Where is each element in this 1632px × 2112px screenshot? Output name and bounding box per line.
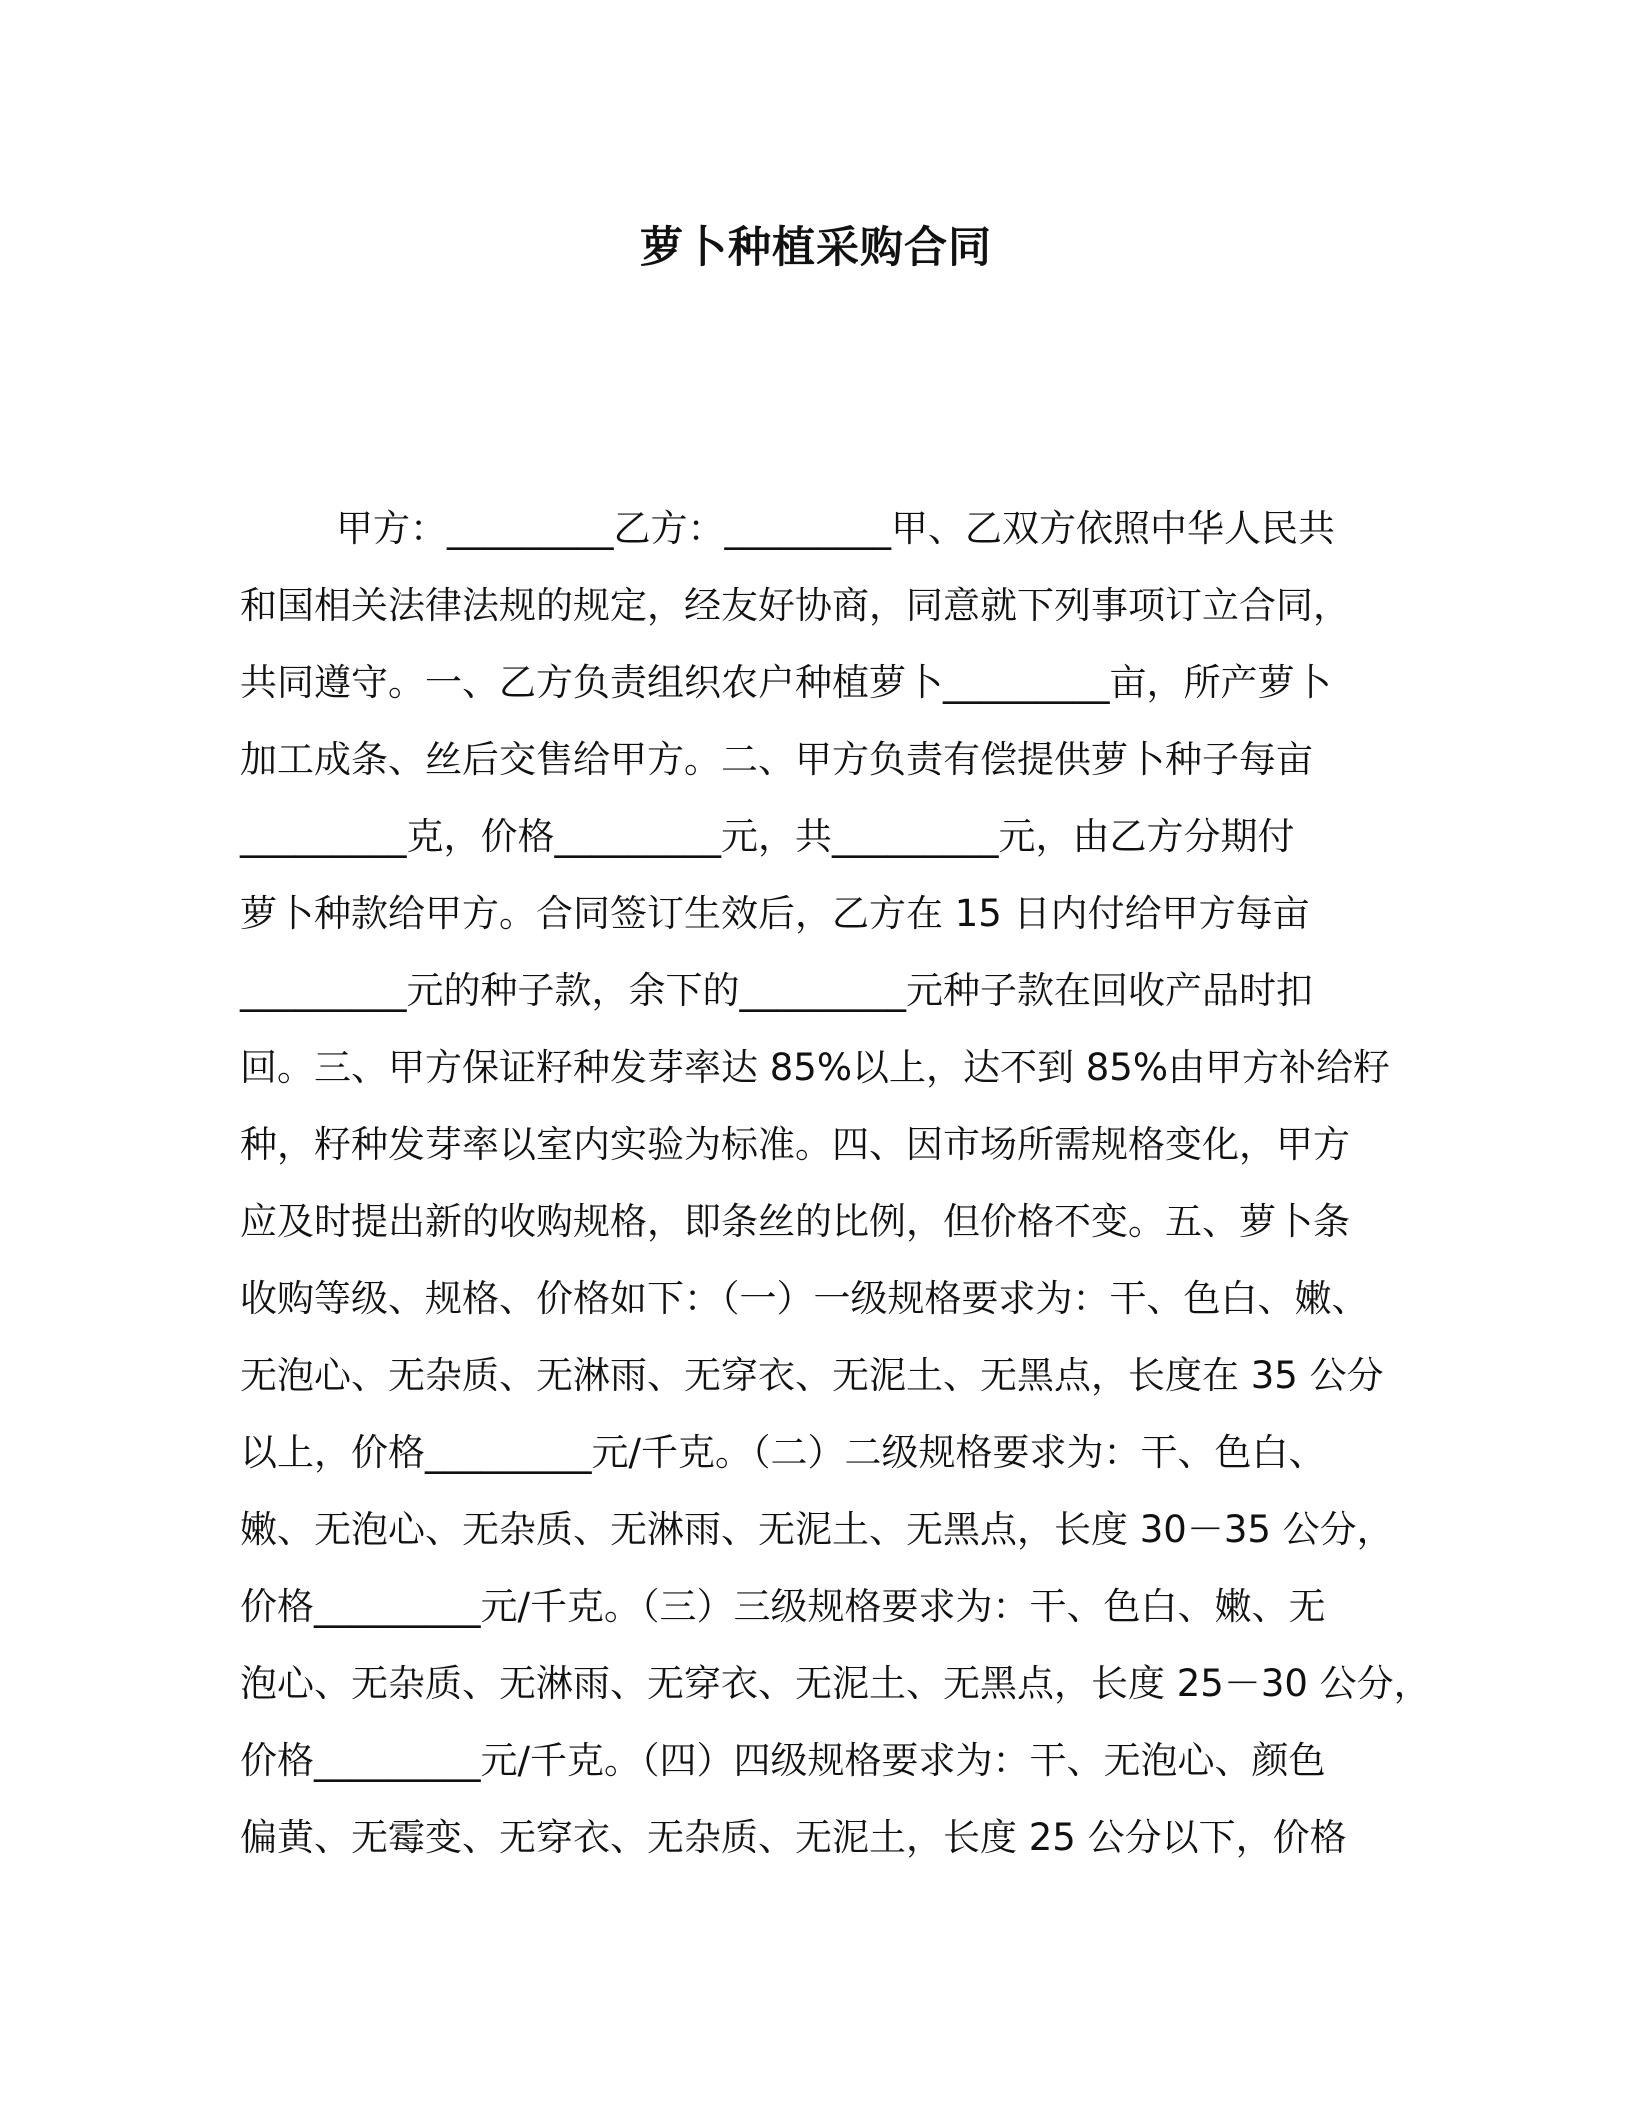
body-line: 种，籽种发芽率以室内实验为标准。四、因市场所需规格变化，甲方 <box>240 1123 1350 1166</box>
body-line: 加工成条、丝后交售给甲方。二、甲方负责有偿提供萝卜种子每亩 <box>240 738 1313 781</box>
body-line: 共同遵守。一、乙方负责组织农户种植萝卜_________亩，所产萝卜 <box>240 661 1332 704</box>
body-line: 价格_________元/千克。（三）三级规格要求为：干、色白、嫩、无 <box>240 1585 1326 1628</box>
body-line: 回。三、甲方保证籽种发芽率达 85%以上，达不到 85%由甲方补给籽 <box>240 1046 1390 1089</box>
body-line: _________元的种子款，余下的_________元种子款在回收产品时扣 <box>240 969 1313 1012</box>
body-line: 收购等级、规格、价格如下：（一）一级规格要求为：干、色白、嫩、 <box>240 1277 1369 1320</box>
document-title: 萝卜种植采购合同 <box>640 223 992 273</box>
body-line: 应及时提出新的收购规格，即条丝的比例，但价格不变。五、萝卜条 <box>240 1200 1350 1243</box>
body-line: 甲方：_________乙方：_________甲、乙双方依照中华人民共 <box>336 507 1335 550</box>
body-line: 价格_________元/千克。（四）四级规格要求为：干、无泡心、颜色 <box>240 1739 1326 1782</box>
body-line: 和国相关法律法规的规定，经友好协商，同意就下列事项订立合同， <box>240 584 1350 627</box>
body-line: 无泡心、无杂质、无淋雨、无穿衣、无泥土、无黑点，长度在 35 公分 <box>240 1354 1384 1397</box>
body-line: 偏黄、无霉变、无穿衣、无杂质、无泥土，长度 25 公分以下，价格 <box>240 1816 1347 1859</box>
body-line: 萝卜种款给甲方。合同签订生效后，乙方在 15 日内付给甲方每亩 <box>240 892 1310 935</box>
body-line: 以上，价格_________元/千克。（二）二级规格要求为：干、色白、 <box>240 1431 1326 1474</box>
document-body <box>240 490 1431 1876</box>
body-line: _________克，价格_________元，共_________元，由乙方分期付 <box>240 815 1295 858</box>
body-line: 嫩、无泡心、无杂质、无淋雨、无泥土、无黑点，长度 30－35 公分， <box>240 1508 1394 1551</box>
body-line: 泡心、无杂质、无淋雨、无穿衣、无泥土、无黑点，长度 25－30 公分， <box>240 1662 1431 1705</box>
